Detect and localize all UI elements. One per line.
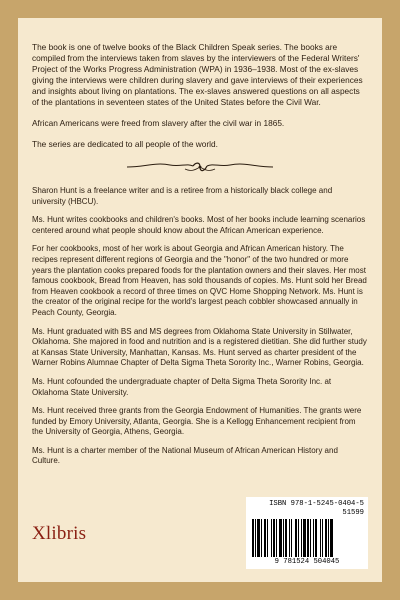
barcode-bar xyxy=(303,519,306,557)
ornament-divider-icon xyxy=(125,160,275,174)
barcode-bar xyxy=(283,519,284,557)
author-biography xyxy=(32,186,368,467)
series-paragraph-3: The series are dedicated to all people of the world. xyxy=(32,139,218,149)
ean-number: 9 781524 504045 xyxy=(274,558,340,566)
isbn-number: ISBN 978-1-5245-0404-5 xyxy=(269,500,364,508)
barcode-bars-icon xyxy=(250,519,364,557)
bio-paragraph-2: Ms. Hunt writes cookbooks and children's books. Most of her books include learning scenarios centered around what people should know about the African American experience. xyxy=(32,215,366,235)
barcode-bar xyxy=(252,519,254,557)
bio-paragraph-1: Sharon Hunt is a freelance writer and is a retiree from a historically black college and university (HBCU). xyxy=(32,186,333,206)
barcode-bar xyxy=(301,519,302,557)
price-code: 51599 xyxy=(342,509,364,517)
barcode-bar xyxy=(285,519,287,557)
barcode-bar xyxy=(330,519,333,557)
barcode-bar xyxy=(289,519,290,557)
bio-paragraph-5: Ms. Hunt cofounded the undergraduate chapter of Delta Sigma Theta Sorority Inc. at Oklahoma State University. xyxy=(32,376,332,397)
bio-paragraph-7: Ms. Hunt is a charter member of the National Museum of African American History and Culture. xyxy=(32,445,338,466)
barcode-bar xyxy=(310,519,311,557)
barcode-bar xyxy=(279,519,282,557)
barcode-bar xyxy=(298,519,299,557)
bio-paragraph-6: Ms. Hunt received three grants from the Georgia Endowment of Humanities. The grants were funded by Emory University, Atlanta, Georgia. She is a Kellogg Enhancement recipient from the University of Georgia, Athens, Georgia. xyxy=(32,406,362,437)
barcode-bar xyxy=(273,519,275,557)
bio-paragraph-3: For her cookbooks, most of her work is about Georgia and African American history. The recipes represent different regions of Georgia and the "honor" of the two hundred or more years the plantation cooks prepared foods for the plantation owners and their slaves. Her most famous cookbook, Bread from Heaven, has sold thousands of copies. Ms. Hunt sold her Bread from Heaven cookbook a record of three times on QVC Home Shopping Network. Ms. Hunt is the creator of the original recipe for the world's largest peach cobbler showcased annually in Peach County, Georgia. xyxy=(32,244,367,317)
cover-footer xyxy=(18,497,382,582)
barcode-bar xyxy=(322,519,323,557)
barcode-bar xyxy=(261,519,262,557)
barcode-bar xyxy=(267,519,268,557)
publisher-logo: Xlibris xyxy=(32,523,87,544)
text-panel xyxy=(18,18,382,582)
barcode-bar xyxy=(320,519,321,557)
barcode-bar xyxy=(313,519,314,557)
bio-paragraph-4: Ms. Hunt graduated with BS and MS degrees from Oklahoma State University in Stillwater, Oklahoma. She majored in food and nutrition and is a registered dietitian. She did further study at Kansas State University, Manhattan, Kansas. Ms. Hunt served as charter president of the Warner Robins Alumnae Chapter of Delta Sigma Theta Sorority Inc., Warner Robins, Georgia. xyxy=(32,326,367,368)
isbn-barcode xyxy=(246,497,368,569)
series-description xyxy=(32,42,368,150)
barcode-bar xyxy=(295,519,297,557)
series-paragraph-1: The book is one of twelve books of the Black Children Speak series. The books are compiled from the interviews taken from slaves by the interviewers of the Federal Writers' Project of the Works Progress Administration (WPA) in 1936–1938. Most of the ex-slaves giving the interviews were children during slavery and gave interviews of their experiences and insights about living on plantations. The ex-slaves answered questions on all aspects of the plantations in seventeen states of the United States before the Civil War. xyxy=(32,42,363,107)
barcode-bar xyxy=(257,519,260,557)
barcode-bar xyxy=(307,519,309,557)
barcode-bar xyxy=(315,519,317,557)
barcode-bar xyxy=(328,519,329,557)
barcode-bar xyxy=(276,519,277,557)
series-paragraph-2: African Americans were freed from slavery after the civil war in 1865. xyxy=(32,118,285,128)
barcode-bar xyxy=(291,519,292,557)
barcode-bar xyxy=(325,519,327,557)
barcode-bar xyxy=(264,519,266,557)
barcode-bar xyxy=(255,519,256,557)
barcode-bar xyxy=(271,519,272,557)
